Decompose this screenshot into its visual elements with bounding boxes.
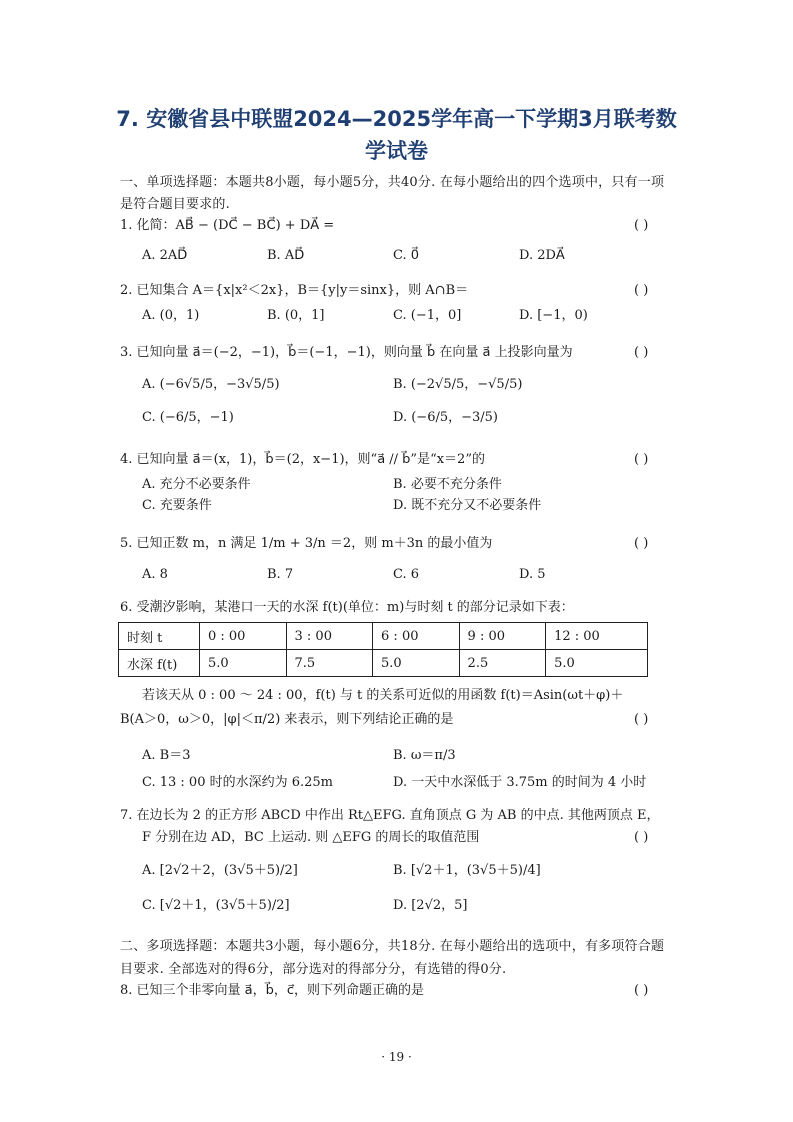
q6-option-d: D. 一天中水深低于 3.75m 的时间为 4 小时 xyxy=(393,775,647,790)
q3-option-c: C. (−6/5，−1) xyxy=(142,410,234,425)
q3-option-a: A. (−6√5/5，−3√5/5) xyxy=(142,377,280,392)
q2-option-a: A. (0，1) xyxy=(142,308,200,323)
tide-table xyxy=(118,622,648,677)
q3-stem: 3. 已知向量 a⃗＝(−2，−1)，b⃗＝(−1，−1)，则向量 b⃗ 在向量 a⃗ 上投影向量为 xyxy=(120,345,573,360)
section1-heading-cont: 是符合题目要求的. xyxy=(120,197,230,212)
q1-option-c: C. 0⃗ xyxy=(393,248,420,263)
q1-option-b: B. AD⃗ xyxy=(267,248,305,263)
q2-answer-paren: ( ) xyxy=(634,283,649,298)
q5-option-d: D. 5 xyxy=(519,567,546,582)
q1-option-d: D. 2DA⃗ xyxy=(519,248,565,263)
q7-option-c: C. [√2＋1，(3√5＋5)/2] xyxy=(142,898,290,913)
table-cell-label: 时刻 t xyxy=(119,623,200,650)
q4-option-b: B. 必要不充分条件 xyxy=(393,477,502,492)
q7-option-a: A. [2√2＋2，(3√5＋5)/2] xyxy=(142,863,298,878)
table-cell: 5.0 xyxy=(373,650,460,677)
table-cell: 6 : 00 xyxy=(373,623,460,650)
q2-option-d: D. [−1，0) xyxy=(519,308,588,323)
section2-heading: 二、多项选择题：本题共3小题，每小题6分，共18分. 在每小题给出的选项中，有多项符合题 xyxy=(120,939,665,954)
table-cell: 0 : 00 xyxy=(200,623,287,650)
q1-stem: 1. 化简：AB⃗ − (DC⃗ − BC⃗) + DA⃗ = xyxy=(120,218,335,233)
q3-option-d: D. (−6/5，−3/5) xyxy=(393,410,498,425)
q5-option-c: C. 6 xyxy=(393,567,420,582)
q1-option-a: A. 2AD⃗ xyxy=(142,248,188,263)
q6-option-c: C. 13 : 00 时的水深约为 6.25m xyxy=(142,775,334,790)
q7-option-b: B. [√2＋1，(3√5＋5)/4] xyxy=(393,863,541,878)
table-cell: 12 : 00 xyxy=(546,623,648,650)
q7-option-d: D. [2√2，5] xyxy=(393,898,468,913)
q1-answer-paren: ( ) xyxy=(634,218,649,233)
table-cell: 5.0 xyxy=(546,650,648,677)
table-cell-label: 水深 f(t) xyxy=(119,650,200,677)
table-cell: 7.5 xyxy=(286,650,373,677)
q6-stem: 6. 受潮汐影响，某港口一天的水深 f(t)(单位：m)与时刻 t 的部分记录如下表： xyxy=(120,600,574,615)
q6-continuation-line2: B(A＞0，ω＞0，|φ|＜π/2) 来表示，则下列结论正确的是 xyxy=(120,712,454,727)
q2-stem: 2. 已知集合 A＝{x|x²＜2x}，B＝{y|y＝sinx}，则 A∩B＝ xyxy=(120,283,469,298)
q6-answer-paren: ( ) xyxy=(634,712,649,727)
table-row-depth xyxy=(119,650,648,677)
q7-answer-paren: ( ) xyxy=(634,830,649,845)
q5-answer-paren: ( ) xyxy=(634,536,649,551)
q6-continuation-line1: 若该天从 0 : 00 ～ 24 : 00，f(t) 与 t 的关系可近似的用函数 f(t)＝Asin(ωt＋φ)＋ xyxy=(142,688,624,703)
q4-answer-paren: ( ) xyxy=(634,452,649,467)
q6-option-a: A. B＝3 xyxy=(142,748,191,763)
q7-stem-line1: 7. 在边长为 2 的正方形 ABCD 中作出 Rt△EFG. 直角顶点 G 为 AB 的中点. 其他两顶点 E， xyxy=(120,808,660,823)
q4-option-c: C. 充要条件 xyxy=(142,498,212,513)
q2-option-b: B. (0，1] xyxy=(267,308,325,323)
q4-option-a: A. 充分不必要条件 xyxy=(142,477,251,492)
q3-answer-paren: ( ) xyxy=(634,345,649,360)
table-cell: 9 : 00 xyxy=(459,623,546,650)
section1-heading: 一、单项选择题：本题共8小题，每小题5分，共40分. 在每小题给出的四个选项中，只有一项 xyxy=(120,175,665,190)
table-row-time xyxy=(119,623,648,650)
q4-option-d: D. 既不充分又不必要条件 xyxy=(393,498,542,513)
q7-stem-line2: F 分别在边 AD，BC 上运动. 则 △EFG 的周长的取值范围 xyxy=(142,830,480,845)
q8-stem: 8. 已知三个非零向量 a⃗，b⃗，c⃗，则下列命题正确的是 xyxy=(120,983,425,998)
page-number: · 19 · xyxy=(381,1050,412,1064)
exam-title-line1: 7. 安徽省县中联盟2024—2025学年高一下学期3月联考数 xyxy=(116,107,677,131)
exam-title-line2: 学试卷 xyxy=(365,139,428,163)
q8-answer-paren: ( ) xyxy=(634,983,649,998)
q4-stem: 4. 已知向量 a⃗＝(x，1)，b⃗＝(2，x−1)，则“a⃗ // b⃗”是“x＝2”的 xyxy=(120,452,485,467)
table-cell: 5.0 xyxy=(200,650,287,677)
table-cell: 3 : 00 xyxy=(286,623,373,650)
section2-heading-cont: 目要求. 全部选对的得6分，部分选对的得部分分，有选错的得0分. xyxy=(120,962,507,977)
q6-option-b: B. ω＝π/3 xyxy=(393,748,456,763)
q3-option-b: B. (−2√5/5，−√5/5) xyxy=(393,377,523,392)
q5-option-b: B. 7 xyxy=(267,567,294,582)
table-cell: 2.5 xyxy=(459,650,546,677)
q5-option-a: A. 8 xyxy=(142,567,168,582)
q2-option-c: C. (−1，0] xyxy=(393,308,462,323)
q5-stem: 5. 已知正数 m，n 满足 1/m + 3/n ＝2，则 m＋3n 的最小值为 xyxy=(120,536,493,551)
